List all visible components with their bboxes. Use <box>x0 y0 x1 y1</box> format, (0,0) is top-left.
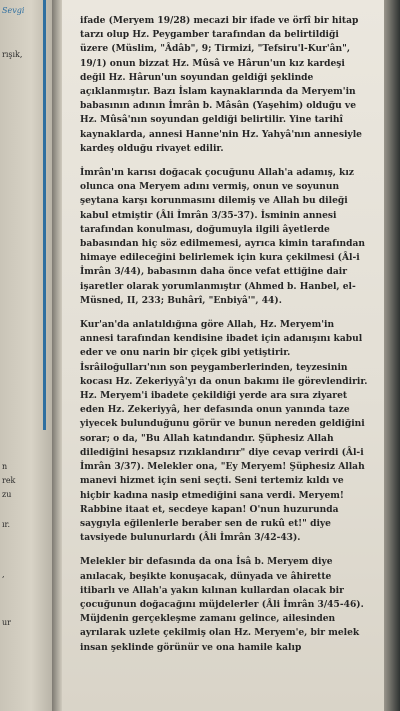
paragraph: Kur'an'da anlatıldığına göre Allah, Hz. Meryem'in annesi tarafından kendisine ibadet için adanışını kabul eder ve onu narin bir çiçek gibi yetiştirir. İsrâiloğulları'nın son peygamberlerinden, teyzesinin kocası Hz. Zekeriyyâ'yı da onun bakımı ile görevlendirir. Hz. Meryem'i ibadete çekildiği yerde ara sıra ziyaret eden Hz. Zekeriyyâ, her defasında onun yanında taze yiyecek bulunduğunu görür ve bunun nereden geldiğini sorar; o da, "Bu Allah katındandır. Şüphesiz Allah dilediğini hesapsız rızıklandırır" diye cevap verirdi (Âl-i İmrân 3/37). Melekler ona, "Ey Meryem! Şüphesiz Allah manevi hizmet için seni seçti. Seni tertemiz kıldı ve hiçbir kadına nasip etmediğini sana verdi. Meryem! Rabbine itaat et, secdeye kapan! O'nun huzurunda saygıyla eğilenlerle beraber sen de rukû et!" diye tavsiyede bulunurlardı (Âli İmrân 3/42-43). <box>80 319 368 544</box>
facing-page-fragment: rışık, <box>2 50 23 59</box>
page-margin-rule <box>43 0 46 430</box>
facing-page-fragment: zu <box>2 490 12 499</box>
book-gutter <box>52 0 62 711</box>
facing-page <box>0 0 52 711</box>
facing-page-fragment: Sevgi <box>2 6 25 15</box>
page-edge <box>384 0 400 711</box>
facing-page-fragment: ır. <box>2 520 11 529</box>
facing-page-fragment: rek <box>2 476 16 485</box>
paragraph: ifade (Meryem 19/28) mecazi bir ifade ve örfî bir hitap tarzı olup Hz. Peygamber tarafından da belirtildiği üzere (Müslim, "Âdâb", 9; Tirmizi, "Tefsiru'l-Kur'ân", 19/1) onun bizzat Hz. Mûsâ ve Hârun'un kız kardeşi değil Hz. Hârun'un soyundan geldiği şeklinde açıklanmıştır. Bazı İslam kaynaklarında da Meryem'in babasının adının İmrân b. Mâsân (Yaşehim) olduğu ve Hz. Mûsâ'nın soyundan geldiği belirtilir. Yine tarihî kaynaklarda, annesi Hanne'nin Hz. Yahyâ'nın annesiyle kardeş olduğu rivayet edilir. <box>80 15 362 154</box>
paragraph: İmrân'ın karısı doğacak çocuğunu Allah'a adamış, kız olunca ona Meryem adını vermiş, onun ve soyunun şeytana karşı korunmasını dilemiş ve Allah bu dileği kabul etmiştir (Âli İmrân 3/35-37). İsminin annesi tarafından konulması, doğumuyla ilgili âyetlerde babasından hiç söz edilmemesi, ayrıca kimin tarafından himaye edileceğini belirlemek için kura çekilmesi (Âl-i İmrân 3/44), babasının daha önce vefat ettiğine dair işaretler olarak yorumlanmıştır (Ahmed b. Hanbel, el-Müsned, II, 233; Buhârî, "Enbiyâ'", 44). <box>80 167 366 306</box>
book-page <box>62 0 384 711</box>
facing-page-fragment: ur <box>2 618 11 627</box>
paragraph: Melekler bir defasında da ona İsâ b. Meryem diye anılacak, beşikte konuşacak, dünyada ve âhirette itibarlı ve Allah'a yakın kılınan kullardan olacak bir çocuğunun doğacağını müjdelerler (Âli İmrân 3/45-46). Müjdenin gerçekleşme zamanı gelince, ailesinden ayrılarak uzlete çekilmiş olan Hz. Meryem'e, bir melek insan şeklinde görünür ve ona hamile kalıp <box>80 556 364 653</box>
facing-page-fragment: , <box>2 570 5 579</box>
facing-page-fragment: n <box>2 462 8 471</box>
